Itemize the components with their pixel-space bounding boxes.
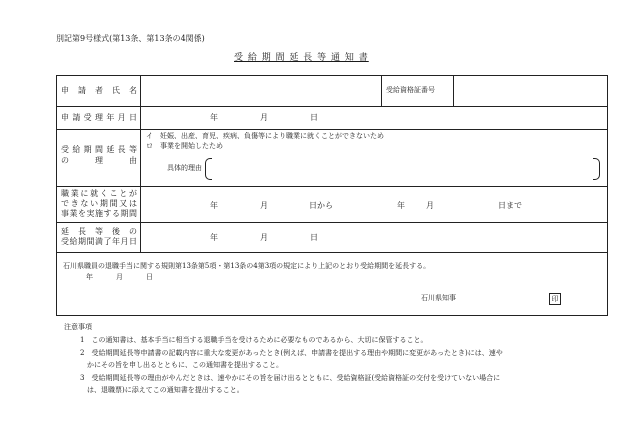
period-end-year: 年 [397,201,405,210]
cert-number-label: 受給資格証番号 [386,86,435,94]
expiry-day: 日 [310,233,318,242]
notes-heading: 注意事項 [64,323,92,331]
expiry-label-line1: 延 長 等 後 の [61,227,137,236]
reason-option-i[interactable]: イ 妊娠、出産、育児、疾病、負傷等により職業に就くことができないため [146,132,384,140]
acceptance-date-label: 申 請 受 理 年 月 日 [61,113,137,122]
form-table [56,75,608,316]
period-label-line3: 事業を実施する期間 [61,209,137,218]
seal-mark: 印 [549,293,561,305]
form-number: 別記第9号様式(第13条、第13条の4関係) [56,34,205,43]
specific-reason-field[interactable] [213,158,593,178]
bracket-left [205,158,212,180]
period-label-line1: 職業に就くことが [61,189,137,198]
reason-label-line1: 受給期間延長等 [61,145,137,154]
note-item-1: 1 この通知書は、基本手当に相当する退職手当を受けるために必要なものであるから、大切に保管すること。 [80,336,428,344]
acceptance-year: 年 [210,113,218,122]
period-start-year: 年 [210,201,218,210]
cert-number-field[interactable] [457,79,603,103]
acceptance-day: 日 [310,113,318,122]
issuer-name: 石川県知事 [421,294,456,302]
applicant-name-field[interactable] [145,79,377,103]
bracket-right [593,158,600,180]
reason-option-ro[interactable]: ロ 事業を開始したため [146,142,223,150]
document-title: 受 給 期 間 延 長 等 通 知 書 [234,53,369,63]
notice-month: 月 [116,273,123,281]
reason-label-line2: の 理 由 [61,156,137,165]
note-item-2-cont: かにその旨を申し出るとともに、この通知書を提出すること。 [80,361,283,369]
expiry-year: 年 [210,233,218,242]
expiry-label-line2: 受給期間満了年月日 [61,237,137,246]
expiry-month: 月 [260,233,268,242]
notice-day: 日 [146,273,153,281]
notice-text: 石川県職員の退職手当に関する規則第13条第5項・第13条の4第3項の規定により上記のとおり受給期間を延長する。 [63,262,431,270]
applicant-name-label: 申 請 者 氏 名 [61,86,137,95]
period-end-month: 月 [426,201,434,210]
specific-reason-label: 具体的理由 [167,164,202,172]
period-from: 日から [309,201,333,210]
notice-year: 年 [86,273,93,281]
period-until: 日まで [498,201,522,210]
period-start-month: 月 [260,201,268,210]
note-item-3-cont: は、退職票)に添えてこの通知書を提出すること。 [80,386,244,394]
note-item-2: 2 受給期間延長等申請書の記載内容に重大な変更があったとき(例えば、申請書を提出する理由や期間に変更があったとき)には、速や [80,349,503,357]
note-item-3: 3 受給期間延長等の理由がやんだときは、速やかにその旨を届け出るとともに、受給資格証(受給資格証の交付を受けていない場合に [80,374,501,382]
acceptance-month: 月 [260,113,268,122]
period-label-line2: できない期間又は [61,199,137,208]
